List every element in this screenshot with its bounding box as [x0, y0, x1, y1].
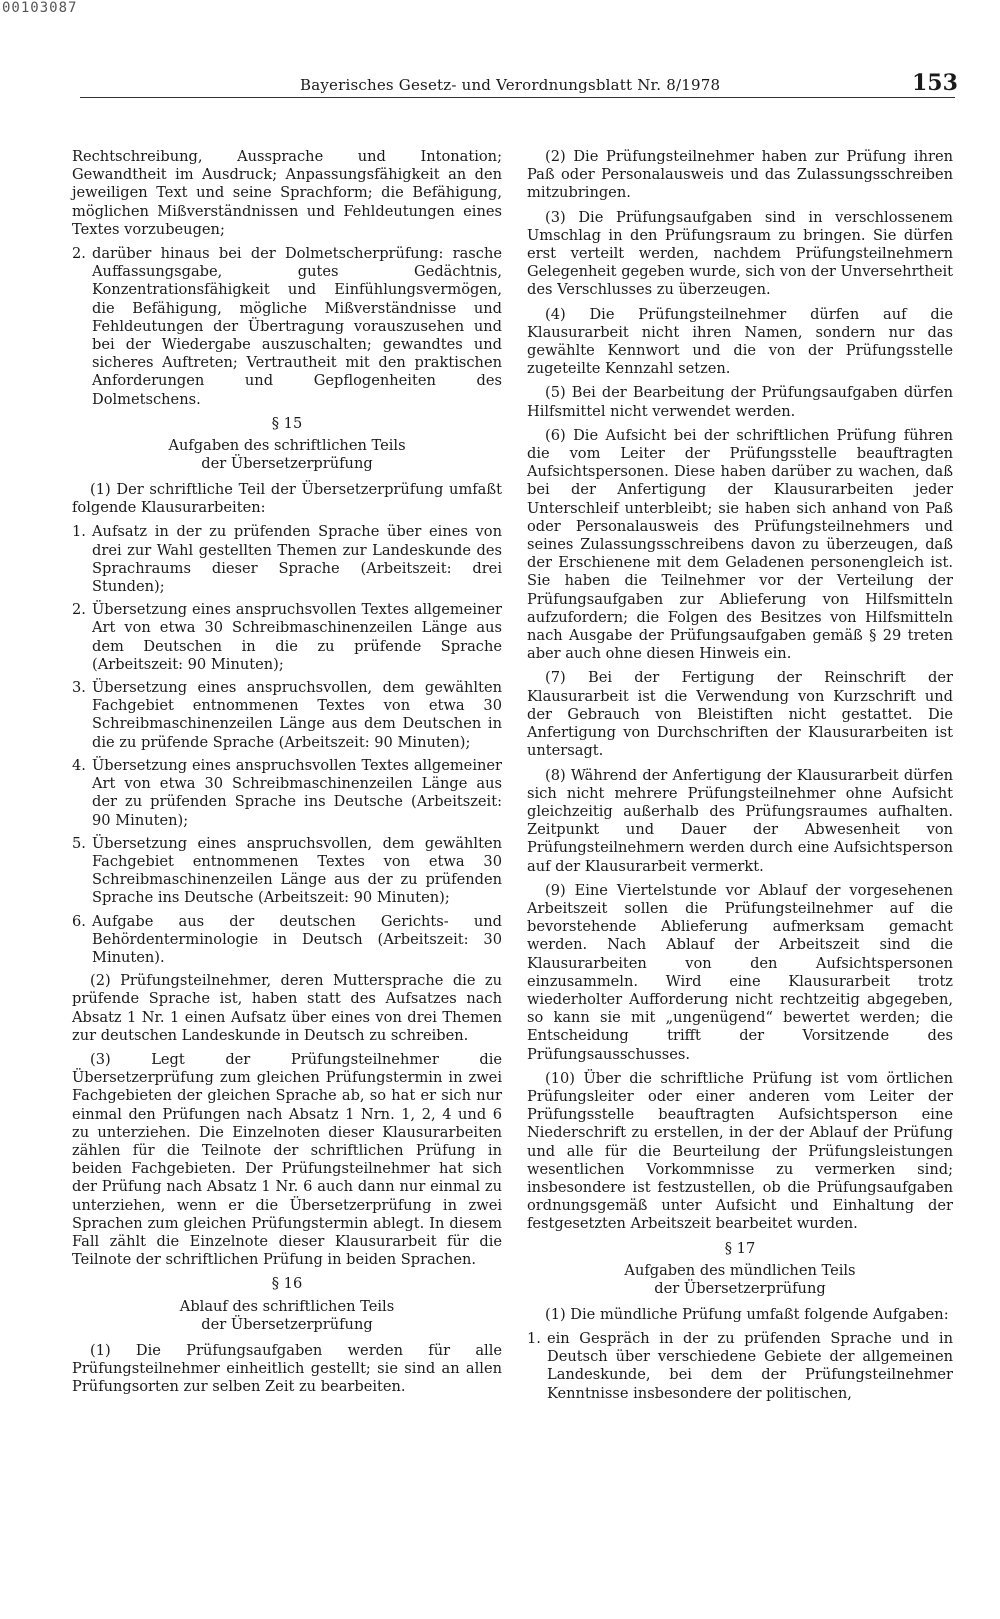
list-item	[72, 757, 502, 830]
paragraph: (9) Eine Viertelstunde vor Ablauf der vorgesehenen Arbeitszeit sollen die Prüfungsteilnehmer auf die bevorstehende Ablieferung aufmerksam gemacht werden. Nach Ablauf der Arbeitszeit sind die Klausurarbeiten von den Aufsichtspersonen einzusammeln. Wird eine Klausurarbeit trotz wiederholter Aufforderung nicht rechtzeitig abgegeben, so kann sie mit „ungenügend“ bewertet werden; die Entscheidung trifft der Vorsitzende des Prüfungsausschusses.	[527, 881, 953, 1063]
paragraph: (2) Prüfungsteilnehmer, deren Muttersprache die zu prüfende Sprache ist, haben statt des Aufsatzes nach Absatz 1 Nr. 1 einen Aufsatz über eines von drei Themen zur deutschen Landeskunde in Deutsch zu schreiben.	[72, 972, 502, 1044]
left-column	[72, 148, 502, 1402]
paragraph: (1) Die mündliche Prüfung umfaßt folgende Aufgaben:	[545, 1305, 949, 1323]
list-number: 4.	[72, 756, 86, 774]
list-number: 2.	[72, 601, 86, 619]
list-number: 1.	[72, 523, 86, 541]
list-text: Übersetzung eines anspruchsvollen, dem gewählten Fachgebiet entnommenen Textes von etwa 30 Schreibmaschinenzeilen Länge aus dem Deutschen in die zu prüfende Sprache (Arbeitszeit: 90 Minuten);	[92, 679, 502, 751]
list-text: Übersetzung eines anspruchsvollen Textes allgemeiner Art von etwa 30 Schreibmaschinenzeilen Länge aus dem Deutschen in die zu prüfende Sprache (Arbeitszeit: 90 Minuten);	[92, 601, 502, 673]
list-item	[72, 913, 502, 968]
section-title-15	[72, 437, 502, 473]
section-number-15: § 15	[271, 414, 303, 432]
list-text: darüber hinaus bei der Dolmetscherprüfung: rasche Auffassungsgabe, gutes Gedächtnis, Konzentrationsfähigkeit und Einfühlungsvermögen, die Befähigung, mögliche Mißverständnisse und Fehldeutungen der Übertragung vorauszusehen und bei der Wiedergabe auszuschalten; gewandtes und sicheres Auftreten; Vertrautheit mit den praktischen Anforderungen und Gepflogenheiten des Dolmetschens.	[92, 245, 502, 408]
list-item	[72, 679, 502, 752]
paragraph: Rechtschreibung, Aussprache und Intonation; Gewandtheit im Ausdruck; Anpassungsfähigkeit an den jeweiligen Text und seine Sprachform; die Befähigung, möglichen Mißverständnissen und Fehldeutungen eines Textes vorzubeugen;	[72, 148, 502, 238]
paragraph: (5) Bei der Bearbeitung der Prüfungsaufgaben dürfen Hilfsmittel nicht verwendet werden.	[527, 384, 953, 420]
section-title-line: Aufgaben des schriftlichen Teils	[168, 437, 406, 455]
list-number: 6.	[72, 912, 86, 930]
list-item	[527, 1330, 953, 1403]
section-title-17	[527, 1262, 953, 1298]
list-number: 5.	[72, 834, 86, 852]
section-title-line: Ablauf des schriftlichen Teils	[179, 1297, 395, 1315]
list-text: ein Gespräch in der zu prüfenden Sprache und in Deutsch über verschiedene Gebiete der allgemeinen Landeskunde, bei dem der Prüfungsteilnehmer Kenntnisse insbesondere der politischen,	[547, 1329, 953, 1402]
list-number: 2.	[72, 245, 86, 263]
list-item	[72, 245, 502, 409]
page-number: 153	[912, 70, 958, 96]
list-text: Übersetzung eines anspruchsvollen, dem gewählten Fachgebiet entnommenen Textes von etwa 30 Schreibmaschinenzeilen Länge aus der zu prüfenden Sprache ins Deutsche (Arbeitszeit: 90 Minuten);	[92, 834, 502, 907]
list-text: Aufgabe aus der deutschen Gerichts- und Behördenterminologie in Deutsch (Arbeitszeit: 30 Minuten).	[92, 912, 502, 966]
running-title: Bayerisches Gesetz- und Verordnungsblatt Nr. 8/1978	[300, 76, 721, 94]
paragraph: (7) Bei der Fertigung der Reinschrift der Klausurarbeit ist die Verwendung von Kurzschrift und der Gebrauch von Bleistiften nicht gestattet. Die Anfertigung von Durchschriften der Klausurarbeiten ist untersagt.	[527, 669, 953, 760]
paragraph: (3) Die Prüfungsaufgaben sind in verschlossenem Umschlag in den Prüfungsraum zu bringen. Sie dürfen erst verteilt werden, nachdem Prüfungsteilnehmern Gelegenheit gegeben wurde, sich von der Unversehrtheit des Verschlusses zu überzeugen.	[527, 208, 953, 299]
paragraph: (4) Die Prüfungsteilnehmer dürfen auf die Klausurarbeit nicht ihren Namen, sondern nur das gewählte Kennwort und die von der Prüfungsstelle zugeteilte Kennzahl setzen.	[527, 305, 953, 378]
paragraph: (2) Die Prüfungsteilnehmer haben zur Prüfung ihren Paß oder Personalausweis und das Zulassungsschreiben mitzubringen.	[527, 148, 953, 202]
paragraph: (10) Über die schriftliche Prüfung ist vom örtlichen Prüfungsleiter oder einer anderen vom Leiter der Prüfungsstelle beauftragten Aufsichtsperson eine Niederschrift zu erstellen, in der der Ablauf der Prüfung und alle für die Beurteilung der Prüfungsleistungen wesentlichen Vorkommnisse zu vermerken sind; insbesondere ist festzustellen, ob die Prüfungsaufgaben ordnungsgemäß unter Aufsicht und Einhaltung der festgesetzten Arbeitszeit bearbeitet wurden.	[527, 1069, 953, 1233]
paragraph: (6) Die Aufsicht bei der schriftlichen Prüfung führen die vom Leiter der Prüfungsstelle beauftragten Aufsichtspersonen. Diese haben darüber zu wachen, daß bei der Anfertigung der Klausurarbeiten jeder Unterschleif unterbleibt; sie haben sich anhand von Paß oder Personalausweis des Prüfungsteilnehmers und seines Zulassungsschreibens davon zu überzeugen, daß der Erschienene mit dem Geladenen personengleich ist. Sie haben die Teilnehmer vor der Verteilung der Prüfungsaufgaben zur Ablieferung von Hilfsmitteln aufzufordern; die Folgen des Besitzes von Hilfsmitteln nach Ausgabe der Prüfungsaufgaben gemäß § 29 treten aber auch ohne diesen Hinweis ein.	[527, 426, 953, 663]
paragraph: (3) Legt der Prüfungsteilnehmer die Übersetzerprüfung zum gleichen Prüfungstermin in zwei Fachgebieten der gleichen Sprache ab, so hat er sich nur einmal den Prüfungen nach Absatz 1 Nrn. 1, 2, 4 und 6 zu unterziehen. Die Einzelnoten dieser Klausurarbeiten zählen für die Teilnote der schriftlichen Prüfung in beiden Fachgebieten. Der Prüfungsteilnehmer hat sich der Prüfung nach Absatz 1 Nr. 6 auch dann nur einmal zu unterziehen, wenn er die Übersetzerprüfung in zwei Sprachen zum gleichen Prüfungstermin ablegt. In diesem Fall zählt die Einzelnote dieser Klausurarbeit für die Teilnote der schriftlichen Prüfung in beiden Sprachen.	[72, 1050, 502, 1269]
list-item	[72, 835, 502, 908]
paragraph: (1) Die Prüfungsaufgaben werden für alle Prüfungsteilnehmer einheitlich gestellt; sie sind an allen Prüfungsorten zur selben Zeit zu bearbeiten.	[72, 1341, 502, 1395]
list-item	[72, 523, 502, 596]
paragraph: (1) Der schriftliche Teil der Übersetzerprüfung umfaßt folgende Klausurarbeiten:	[72, 481, 502, 517]
list-text: Übersetzung eines anspruchsvollen Textes allgemeiner Art von etwa 30 Schreibmaschinenzeilen Länge aus der zu prüfenden Sprache ins Deutsche (Arbeitszeit: 90 Minuten);	[92, 756, 502, 829]
section-title-line: der Übersetzerprüfung	[201, 455, 373, 473]
section-title-line: Aufgaben des mündlichen Teils	[624, 1261, 856, 1279]
section-number-16: § 16	[271, 1275, 303, 1293]
section-title-line: der Übersetzerprüfung	[654, 1279, 826, 1297]
paragraph: (8) Während der Anfertigung der Klausurarbeit dürfen sich nicht mehrere Prüfungsteilnehmer ohne Aufsicht gleichzeitig außerhalb des Prüfungsraumes aufhalten. Zeitpunkt und Dauer der Abwesenheit von Prüfungsteilnehmern werden durch eine Aufsichtsperson auf der Klausurarbeit vermerkt.	[527, 766, 953, 875]
section-title-16	[72, 1298, 502, 1334]
header-rule	[80, 97, 955, 98]
section-number-17: § 17	[724, 1239, 756, 1257]
list-item	[72, 601, 502, 674]
section-title-line: der Übersetzerprüfung	[201, 1315, 373, 1333]
list-number: 3.	[72, 679, 86, 697]
list-number: 1.	[527, 1329, 541, 1347]
archive-number: 00103087	[2, 0, 78, 16]
list-text: Aufsatz in der zu prüfenden Sprache über eines von drei zur Wahl gestellten Themen zur Landeskunde des Sprachraums dieser Sprache (Arbeitszeit: drei Stunden);	[92, 523, 502, 596]
right-column	[527, 148, 953, 1408]
